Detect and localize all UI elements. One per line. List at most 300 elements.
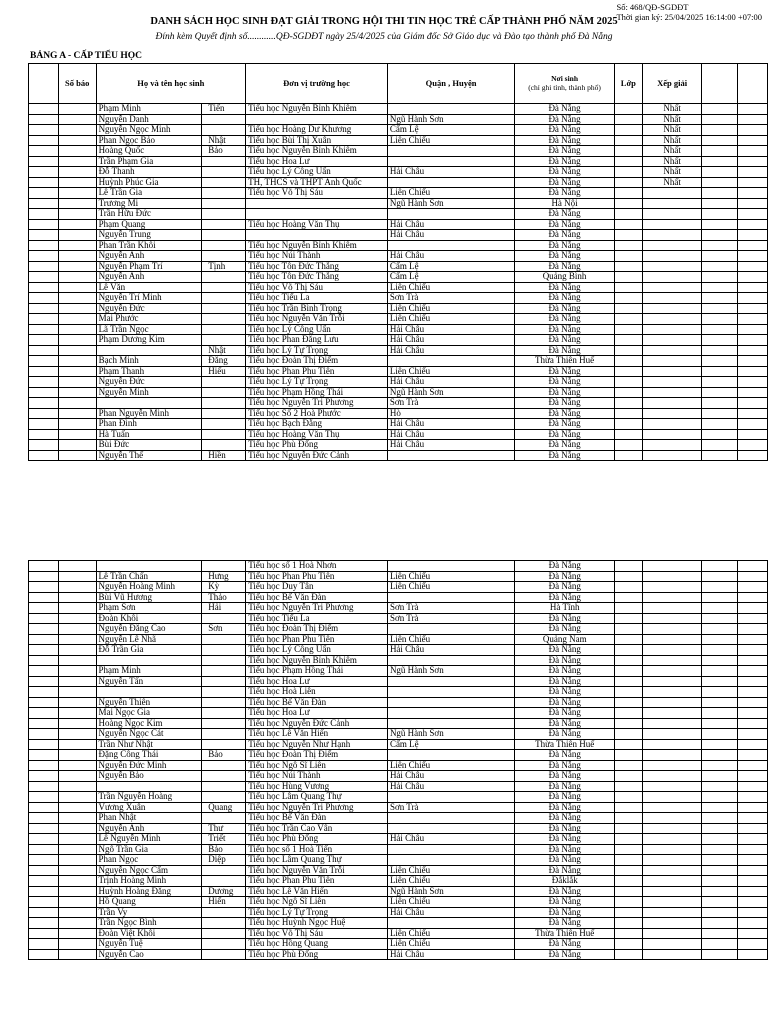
birthplace-cell: Đà Nẵng — [515, 188, 615, 199]
index-cell — [29, 939, 59, 950]
school-cell: Tiểu học Đoàn Thị Điểm — [246, 750, 388, 761]
district-cell: Sơn Trà — [387, 613, 514, 624]
surname-cell: Nguyễn Cao — [96, 949, 202, 960]
class-cell — [614, 303, 642, 314]
extra-cell — [738, 582, 768, 593]
table-row — [29, 230, 768, 241]
rank-cell — [642, 450, 702, 461]
rank-cell — [642, 293, 702, 304]
extra-cell — [738, 613, 768, 624]
birthplace-cell: Đà Nẵng — [515, 156, 615, 167]
rank-cell — [642, 897, 702, 908]
given-name-cell — [202, 209, 246, 220]
sbd-cell — [58, 240, 96, 251]
given-name-cell — [202, 282, 246, 293]
extra-cell — [702, 697, 738, 708]
class-cell — [615, 603, 643, 614]
results-table-page-1 — [28, 63, 768, 461]
birthplace-cell: Đà Nẵng — [515, 251, 615, 262]
sbd-cell — [58, 781, 96, 792]
extra-cell — [738, 687, 768, 698]
surname-cell: Phan Ngọc — [96, 855, 202, 866]
index-cell — [29, 188, 59, 199]
school-cell: Tiểu học Phù Đổng — [246, 834, 388, 845]
header-district: Quận , Huyện — [387, 64, 514, 104]
extra-cell — [702, 188, 738, 199]
district-cell: Sơn Trà — [387, 293, 514, 304]
extra-cell — [738, 897, 768, 908]
school-cell: Tiểu học số 1 Hoà Nhơn — [246, 561, 388, 572]
birthplace-cell: Đà Nẵng — [515, 939, 615, 950]
extra-cell — [738, 114, 768, 125]
birthplace-cell: Đà Nẵng — [515, 561, 615, 572]
index-cell — [29, 634, 59, 645]
class-cell — [614, 156, 642, 167]
class-cell — [615, 844, 643, 855]
rank-cell — [642, 613, 702, 624]
extra-cell — [738, 655, 768, 666]
extra-cell — [738, 303, 768, 314]
school-cell: Tiểu học Nguyễn Đức Cảnh — [246, 718, 388, 729]
sbd-cell — [58, 876, 96, 887]
school-cell: Tiểu học Lý Tự Trọng — [246, 907, 388, 918]
extra-cell — [738, 398, 768, 409]
given-name-cell — [202, 865, 246, 876]
extra-cell — [738, 261, 768, 272]
district-cell: Sơn Trà — [387, 603, 514, 614]
sbd-cell — [58, 293, 96, 304]
extra-cell — [738, 387, 768, 398]
district-cell — [387, 750, 514, 761]
school-cell: Tiểu học Ngô Sĩ Liên — [246, 760, 388, 771]
table-row — [29, 781, 768, 792]
district-cell — [387, 561, 514, 572]
surname-cell: Hoàng Quốc — [96, 146, 202, 157]
extra-cell — [738, 907, 768, 918]
table-row — [29, 282, 768, 293]
surname-cell: Đỗ Trần Gia — [96, 645, 202, 656]
class-cell — [615, 760, 643, 771]
table-row — [29, 450, 768, 461]
birthplace-cell: Đà Nẵng — [515, 613, 615, 624]
extra-cell — [702, 781, 738, 792]
index-cell — [29, 419, 59, 430]
table-row — [29, 718, 768, 729]
header-index — [29, 64, 59, 104]
index-cell — [29, 582, 59, 593]
surname-cell: Hoàng Ngọc Kim — [96, 718, 202, 729]
class-cell — [615, 918, 643, 929]
rank-cell — [642, 865, 702, 876]
birthplace-cell: Đà Nẵng — [515, 792, 615, 803]
given-name-cell — [202, 918, 246, 929]
extra-cell — [738, 603, 768, 614]
surname-cell: Nguyễn Đức — [96, 377, 202, 388]
extra-cell — [702, 198, 738, 209]
district-cell: Ngũ Hành Sơn — [387, 114, 514, 125]
class-cell — [614, 335, 642, 346]
extra-cell — [738, 135, 768, 146]
sbd-cell — [58, 939, 96, 950]
school-cell: Tiểu học Bế Văn Đàn — [246, 697, 388, 708]
extra-cell — [702, 603, 738, 614]
school-cell: Tiểu học Hoàng Dư Khương — [246, 125, 388, 136]
table-row — [29, 582, 768, 593]
class-cell — [615, 592, 643, 603]
birthplace-cell: Đà Nẵng — [515, 655, 615, 666]
index-cell — [29, 167, 59, 178]
school-cell — [246, 198, 388, 209]
extra-cell — [702, 928, 738, 939]
birthplace-cell: Đà Nẵng — [515, 855, 615, 866]
given-name-cell — [202, 314, 246, 325]
birthplace-cell: Đà Nẵng — [515, 419, 615, 430]
index-cell — [29, 781, 59, 792]
district-cell: Ngũ Hành Sơn — [387, 886, 514, 897]
extra-cell — [738, 450, 768, 461]
extra-cell — [738, 781, 768, 792]
given-name-cell — [202, 781, 246, 792]
sbd-cell — [58, 676, 96, 687]
given-name-cell — [202, 697, 246, 708]
extra-cell — [738, 419, 768, 430]
class-cell — [615, 655, 643, 666]
extra-cell — [702, 156, 738, 167]
index-cell — [29, 792, 59, 803]
index-cell — [29, 687, 59, 698]
class-cell — [614, 314, 642, 325]
sbd-cell — [58, 398, 96, 409]
table-row — [29, 613, 768, 624]
sbd-cell — [58, 592, 96, 603]
class-cell — [614, 177, 642, 188]
school-cell: Tiểu học số 1 Hoà Tiến — [246, 844, 388, 855]
sbd-cell — [58, 907, 96, 918]
table-row — [29, 167, 768, 178]
birthplace-cell: Đà Nẵng — [515, 177, 615, 188]
index-cell — [29, 718, 59, 729]
birthplace-cell: Đà Nẵng — [515, 897, 615, 908]
extra-cell — [738, 251, 768, 262]
birthplace-cell: Đà Nẵng — [515, 907, 615, 918]
school-cell: Tiểu học Lý Công Uẩn — [246, 645, 388, 656]
district-cell: Hải Châu — [387, 419, 514, 430]
index-cell — [29, 897, 59, 908]
sbd-cell — [58, 282, 96, 293]
given-name-cell — [202, 188, 246, 199]
index-cell — [29, 261, 59, 272]
extra-cell — [738, 886, 768, 897]
sbd-cell — [58, 156, 96, 167]
index-cell — [29, 272, 59, 283]
district-cell: Ngũ Hành Sơn — [387, 387, 514, 398]
index-cell — [29, 377, 59, 388]
birthplace-cell: Đà Nẵng — [515, 886, 615, 897]
sbd-cell — [58, 251, 96, 262]
surname-cell: Nguyễn Ngọc Cẩm — [96, 865, 202, 876]
table-row — [29, 760, 768, 771]
index-cell — [29, 366, 59, 377]
birthplace-cell: Đà Nẵng — [515, 450, 615, 461]
birthplace-cell: Đà Nẵng — [515, 666, 615, 677]
extra-cell — [738, 666, 768, 677]
rank-cell — [642, 802, 702, 813]
extra-cell — [738, 156, 768, 167]
extra-cell — [702, 834, 738, 845]
sbd-cell — [58, 335, 96, 346]
rank-cell — [642, 792, 702, 803]
surname-cell: Nguyễn Thế — [96, 450, 202, 461]
extra-cell — [702, 949, 738, 960]
rank-cell — [642, 440, 702, 451]
class-cell — [615, 949, 643, 960]
sbd-cell — [58, 844, 96, 855]
school-cell: Tiểu học Nguyễn Văn Trỗi — [246, 865, 388, 876]
school-cell: Tiểu học Lý Tự Trọng — [246, 377, 388, 388]
given-name-cell — [202, 907, 246, 918]
class-cell — [614, 209, 642, 220]
class-cell — [614, 293, 642, 304]
sbd-cell — [58, 188, 96, 199]
index-cell — [29, 855, 59, 866]
district-cell: Hải Châu — [387, 949, 514, 960]
school-cell: Tiểu học Lý Công Uẩn — [246, 324, 388, 335]
given-name-cell — [202, 240, 246, 251]
table-row — [29, 240, 768, 251]
class-cell — [615, 582, 643, 593]
table-row — [29, 261, 768, 272]
extra-cell — [702, 666, 738, 677]
school-cell: TH, THCS và THPT Anh Quốc — [246, 177, 388, 188]
surname-cell: Vương Xuân — [96, 802, 202, 813]
given-name-cell: Quang — [202, 802, 246, 813]
rank-cell — [642, 928, 702, 939]
school-cell: Tiểu học Hoàng Văn Thụ — [246, 429, 388, 440]
surname-cell: Bùi Vũ Hương — [96, 592, 202, 603]
school-cell: Tiểu học Võ Thị Sáu — [246, 928, 388, 939]
district-cell: Ngũ Hành Sơn — [387, 666, 514, 677]
surname-cell: Nguyễn Trung — [96, 230, 202, 241]
class-cell — [614, 230, 642, 241]
birthplace-cell: Đà Nẵng — [515, 230, 615, 241]
index-cell — [29, 345, 59, 356]
extra-cell — [738, 377, 768, 388]
given-name-cell — [202, 655, 246, 666]
table-row — [29, 834, 768, 845]
class-cell — [614, 377, 642, 388]
surname-cell: Nguyễn Lê Nhã — [96, 634, 202, 645]
class-cell — [614, 198, 642, 209]
class-cell — [615, 855, 643, 866]
table-row — [29, 592, 768, 603]
surname-cell: Phan Nhật — [96, 813, 202, 824]
table-row — [29, 813, 768, 824]
birthplace-cell: Đà Nẵng — [515, 293, 615, 304]
sbd-cell — [58, 114, 96, 125]
rank-cell: Nhất — [642, 146, 702, 157]
sbd-cell — [58, 666, 96, 677]
rank-cell — [642, 718, 702, 729]
index-cell — [29, 760, 59, 771]
surname-cell: Phạm Minh — [96, 104, 202, 115]
table-row — [29, 125, 768, 136]
class-cell — [614, 419, 642, 430]
class-cell — [615, 729, 643, 740]
sbd-cell — [58, 708, 96, 719]
given-name-cell: Hải — [202, 603, 246, 614]
class-cell — [615, 823, 643, 834]
birthplace-cell: Đà Nẵng — [515, 114, 615, 125]
table-row — [29, 918, 768, 929]
school-cell: Tiểu học Lâm Quang Thự — [246, 792, 388, 803]
given-name-cell — [202, 760, 246, 771]
surname-cell: Nguyễn Phạm Trí — [96, 261, 202, 272]
birthplace-cell: Đà Nẵng — [515, 844, 615, 855]
rank-cell — [642, 198, 702, 209]
rank-cell — [642, 949, 702, 960]
school-cell: Tiểu học Lê Văn Hiến — [246, 886, 388, 897]
sbd-cell — [58, 582, 96, 593]
surname-cell — [96, 561, 202, 572]
index-cell — [29, 209, 59, 220]
given-name-cell: Đăng — [202, 356, 246, 367]
birthplace-cell: Đà Nẵng — [515, 729, 615, 740]
surname-cell: Đỗ Thanh — [96, 167, 202, 178]
table-row — [29, 676, 768, 687]
table-row — [29, 687, 768, 698]
birthplace-cell: Đà Nẵng — [515, 345, 615, 356]
given-name-cell — [202, 771, 246, 782]
rank-cell — [642, 209, 702, 220]
school-cell: Tiểu học Bùi Thị Xuân — [246, 135, 388, 146]
extra-cell — [702, 876, 738, 887]
extra-cell — [702, 771, 738, 782]
extra-cell — [738, 366, 768, 377]
index-cell — [29, 697, 59, 708]
extra-cell — [702, 939, 738, 950]
given-name-cell — [202, 167, 246, 178]
rank-cell — [642, 419, 702, 430]
index-cell — [29, 708, 59, 719]
surname-cell: Đoàn Việt Khôi — [96, 928, 202, 939]
school-cell: Tiểu học Phạm Hồng Thái — [246, 666, 388, 677]
school-cell: Tiểu học Nguyễn Bỉnh Khiêm — [246, 104, 388, 115]
birthplace-cell: Đà Nẵng — [515, 781, 615, 792]
class-cell — [614, 104, 642, 115]
rank-cell — [642, 655, 702, 666]
surname-cell: Huỳnh Phúc Gia — [96, 177, 202, 188]
given-name-cell: Bảo — [202, 750, 246, 761]
extra-cell — [738, 592, 768, 603]
extra-cell — [702, 450, 738, 461]
extra-cell — [702, 293, 738, 304]
rank-cell — [642, 571, 702, 582]
table-row — [29, 886, 768, 897]
given-name-cell — [202, 729, 246, 740]
district-cell: Liên Chiểu — [387, 876, 514, 887]
index-cell — [29, 125, 59, 136]
sbd-cell — [58, 219, 96, 230]
district-cell — [387, 156, 514, 167]
index-cell — [29, 282, 59, 293]
sbd-cell — [58, 408, 96, 419]
index-cell — [29, 907, 59, 918]
extra-cell — [702, 624, 738, 635]
sbd-cell — [58, 272, 96, 283]
school-cell: Tiểu học Phạm Hồng Thái — [246, 387, 388, 398]
index-cell — [29, 771, 59, 782]
table-row — [29, 739, 768, 750]
given-name-cell — [202, 272, 246, 283]
class-cell — [615, 571, 643, 582]
class-cell — [614, 125, 642, 136]
extra-cell — [702, 104, 738, 115]
extra-cell — [702, 855, 738, 866]
extra-cell — [702, 645, 738, 656]
extra-cell — [738, 146, 768, 157]
surname-cell: Nguyễn Đức Minh — [96, 760, 202, 771]
district-cell: Sơn Trà — [387, 398, 514, 409]
school-cell: Tiểu học Bạch Đằng — [246, 419, 388, 430]
class-cell — [615, 813, 643, 824]
given-name-cell — [202, 939, 246, 950]
rank-cell — [642, 750, 702, 761]
given-name-cell: Nhật — [202, 135, 246, 146]
sbd-cell — [58, 729, 96, 740]
extra-cell — [702, 582, 738, 593]
birthplace-cell: Đà Nẵng — [515, 408, 615, 419]
index-cell — [29, 303, 59, 314]
table-row — [29, 272, 768, 283]
surname-cell: Phan Ngọc Bảo — [96, 135, 202, 146]
school-cell — [246, 114, 388, 125]
extra-cell — [702, 844, 738, 855]
table-row — [29, 928, 768, 939]
extra-cell — [738, 813, 768, 824]
extra-cell — [702, 219, 738, 230]
class-cell — [615, 907, 643, 918]
birthplace-cell: Đà Nẵng — [515, 429, 615, 440]
table-row — [29, 408, 768, 419]
extra-cell — [702, 314, 738, 325]
sbd-cell — [58, 314, 96, 325]
rank-cell — [642, 251, 702, 262]
index-cell — [29, 356, 59, 367]
header-name: Họ và tên học sinh — [96, 64, 246, 104]
rank-cell — [642, 634, 702, 645]
school-cell: Tiểu học Bế Văn Đàn — [246, 592, 388, 603]
extra-cell — [702, 792, 738, 803]
table-row — [29, 387, 768, 398]
school-cell: Tiểu học Hoa Lư — [246, 708, 388, 719]
extra-cell — [702, 167, 738, 178]
surname-cell: Hồ Quang — [96, 897, 202, 908]
birthplace-cell: Thừa Thiên Huế — [515, 356, 615, 367]
school-cell: Tiểu học Nguyễn Tri Phương — [246, 398, 388, 409]
extra-cell — [702, 802, 738, 813]
sbd-cell — [58, 571, 96, 582]
given-name-cell — [202, 792, 246, 803]
district-cell: Cẩm Lệ — [387, 125, 514, 136]
given-name-cell: Tịnh — [202, 261, 246, 272]
birthplace-cell: Đà Nẵng — [515, 240, 615, 251]
given-name-cell — [202, 666, 246, 677]
sbd-cell — [58, 104, 96, 115]
extra-cell — [702, 613, 738, 624]
district-cell: Liên Chiểu — [387, 939, 514, 950]
extra-cell — [702, 823, 738, 834]
class-cell — [614, 366, 642, 377]
